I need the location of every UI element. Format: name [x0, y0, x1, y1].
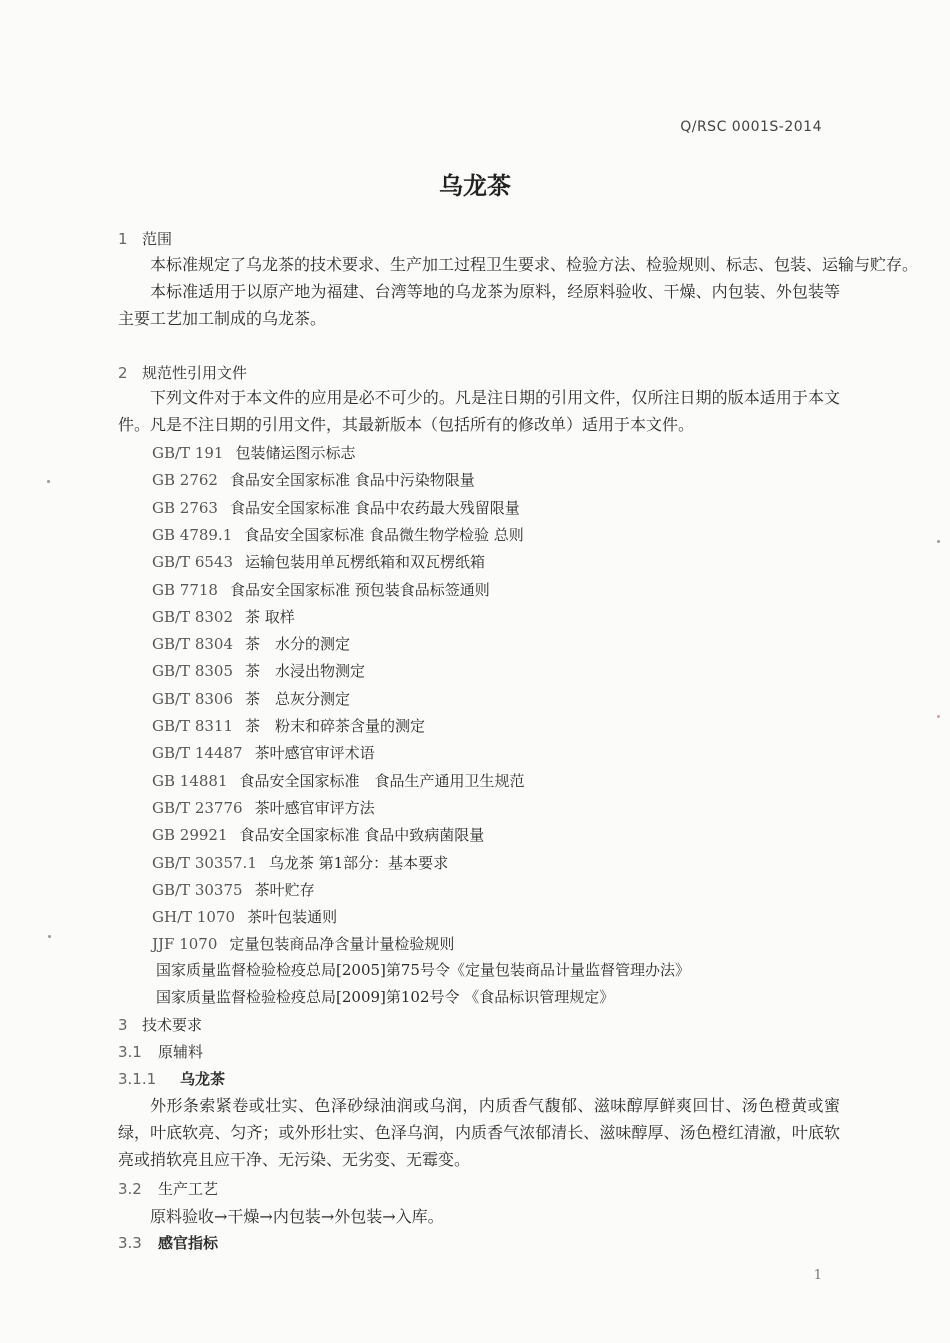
reference-title: 茶叶感官审评术语: [254, 744, 375, 763]
paragraph: 原料验收→干燥→内包装→外包装→入库。: [150, 1207, 444, 1226]
reference-code: GB 29921: [152, 826, 228, 845]
section-title: 生产工艺: [158, 1180, 219, 1198]
reference-item: [152, 880, 315, 900]
scan-speck: [937, 715, 940, 718]
section-title: 乌龙茶: [180, 1070, 226, 1088]
reference-item: [152, 934, 454, 954]
reference-title: 食品安全国家标准 预包装食品标签通则: [229, 580, 490, 599]
paragraph: 本标准规定了乌龙茶的技术要求、生产加工过程卫生要求、检验方法、检验规则、标志、包装、运输与贮存。: [150, 255, 919, 274]
order-item: 国家质量监督检验检疫总局[2009]第102号令 《食品标识管理规定》: [156, 988, 615, 1006]
reference-code: GB 7718: [152, 580, 218, 599]
reference-code: GB/T 8304: [152, 635, 234, 654]
reference-title: 定量包装商品净含量计量检验规则: [229, 935, 455, 954]
page-number: 1: [813, 1268, 822, 1283]
document-title: 乌龙茶: [439, 172, 511, 200]
reference-title: 食品安全国家标准 食品中污染物限量: [229, 471, 475, 490]
reference-item: [152, 689, 350, 709]
section-title: 原辅料: [158, 1043, 204, 1061]
reference-title: 茶 总灰分测定: [245, 689, 351, 708]
reference-code: GB 4789.1: [152, 525, 233, 544]
scan-speck: [937, 540, 940, 543]
reference-code: JJF 1070: [152, 935, 218, 954]
section-3-3-heading: [118, 1233, 218, 1253]
section-title: 规范性引用文件: [142, 364, 248, 382]
reference-item: [152, 552, 485, 572]
reference-code: GB 2763: [152, 498, 218, 517]
section-title: 感官指标: [158, 1234, 219, 1252]
reference-title: 茶 粉末和碎茶含量的测定: [245, 717, 426, 735]
section-number: 3.2: [118, 1180, 142, 1198]
reference-code: GB/T 8306: [152, 689, 234, 708]
reference-title: 食品安全国家标准 食品中农药最大残留限量: [229, 498, 520, 517]
scan-speck: [48, 935, 51, 938]
reference-code: GB/T 6543: [152, 553, 234, 572]
reference-item: [152, 771, 525, 791]
reference-title: 茶叶感官审评方法: [254, 798, 375, 817]
scan-speck: [47, 480, 50, 483]
section-2-heading: [118, 363, 247, 383]
reference-title: 茶 水浸出物测定: [245, 662, 366, 681]
section-title: 范围: [142, 230, 173, 248]
section-title: 技术要求: [142, 1016, 203, 1034]
reference-title: 食品安全国家标准 食品生产通用卫生规范: [239, 771, 525, 790]
reference-item: [152, 580, 490, 600]
section-number: 3.1.1: [118, 1070, 157, 1088]
reference-item: [152, 798, 375, 818]
reference-item: [152, 470, 475, 490]
reference-code: GH/T 1070: [152, 908, 236, 927]
paragraph: 本标准适用于以原产地为福建、台湾等地的乌龙茶为原料，经原料验收、干燥、内包装、外包装等主要工艺加工制成的乌龙茶。: [118, 282, 840, 328]
reference-item: [152, 525, 524, 545]
section-3-2-heading: [118, 1179, 218, 1199]
reference-title: 茶 水分的测定: [245, 635, 351, 654]
section-number: 3.3: [118, 1234, 142, 1252]
paragraph: 下列文件对于本文件的应用是必不可少的。凡是注日期的引用文件，仅所注日期的版本适用于本文件。凡是不注日期的引用文件，其最新版本（包括所有的修改单）适用于本文件。: [118, 388, 840, 434]
reference-code: GB/T 30375: [152, 880, 243, 899]
reference-title: 茶 取样: [245, 607, 295, 626]
section-number: 2: [118, 364, 128, 382]
reference-item: [152, 853, 448, 873]
reference-item: [152, 825, 484, 845]
reference-code: GB/T 8311: [152, 717, 234, 735]
reference-item: [152, 498, 520, 518]
reference-item: [152, 661, 365, 681]
section-3-heading: [118, 1015, 202, 1035]
reference-code: GB/T 30357.1: [152, 853, 257, 872]
reference-item: [152, 607, 295, 627]
reference-code: GB/T 191: [152, 444, 224, 462]
section-number: 1: [118, 230, 128, 248]
section-3-1-heading: [118, 1042, 203, 1062]
reference-title: 茶叶包装通则: [247, 908, 338, 927]
reference-title: 乌龙茶 第1部分：基本要求: [268, 853, 449, 872]
reference-code: GB/T 23776: [152, 798, 243, 817]
section-1-heading: [118, 229, 172, 249]
reference-title: 包装储运图示标志: [235, 444, 356, 462]
reference-item: [152, 634, 350, 654]
reference-title: 运输包装用单瓦楞纸箱和双瓦楞纸箱: [245, 553, 486, 572]
section-1-body: [118, 251, 919, 332]
reference-code: GB 2762: [152, 471, 218, 490]
paragraph: 外形条索紧卷或壮实、色泽砂绿油润或乌润，内质香气馥郁、滋味醇厚鲜爽回甘、汤色橙黄或蜜绿，叶底软亮、匀齐；或外形壮实、色泽乌润，内质香气浓郁清长、滋味醇厚、汤色橙红清澈，叶底软亮或捎软亮且应干净、无污染、无劣变、无霉变。: [118, 1096, 840, 1169]
reference-title: 食品安全国家标准 食品中致病菌限量: [239, 826, 485, 845]
reference-item: [152, 443, 355, 463]
reference-code: GB/T 8302: [152, 607, 234, 626]
section-3-2-body: [118, 1203, 840, 1230]
reference-code: GB 14881: [152, 771, 228, 790]
reference-item: [152, 716, 425, 736]
document-code: Q/RSC 0001S-2014: [680, 119, 822, 135]
reference-title: 茶叶贮存: [254, 880, 315, 899]
section-3-1-1-heading: [118, 1069, 225, 1089]
reference-title: 食品安全国家标准 食品微生物学检验 总则: [244, 525, 524, 544]
section-2-body: [118, 384, 840, 438]
reference-code: GB/T 14487: [152, 744, 243, 763]
section-number: 3.1: [118, 1043, 142, 1061]
reference-item: [152, 743, 375, 763]
section-number: 3: [118, 1016, 128, 1034]
section-3-1-1-body: [118, 1092, 840, 1173]
order-item: 国家质量监督检验检疫总局[2005]第75号令《定量包装商品计量监督管理办法》: [156, 961, 690, 979]
reference-code: GB/T 8305: [152, 662, 234, 681]
reference-item: [152, 907, 337, 927]
